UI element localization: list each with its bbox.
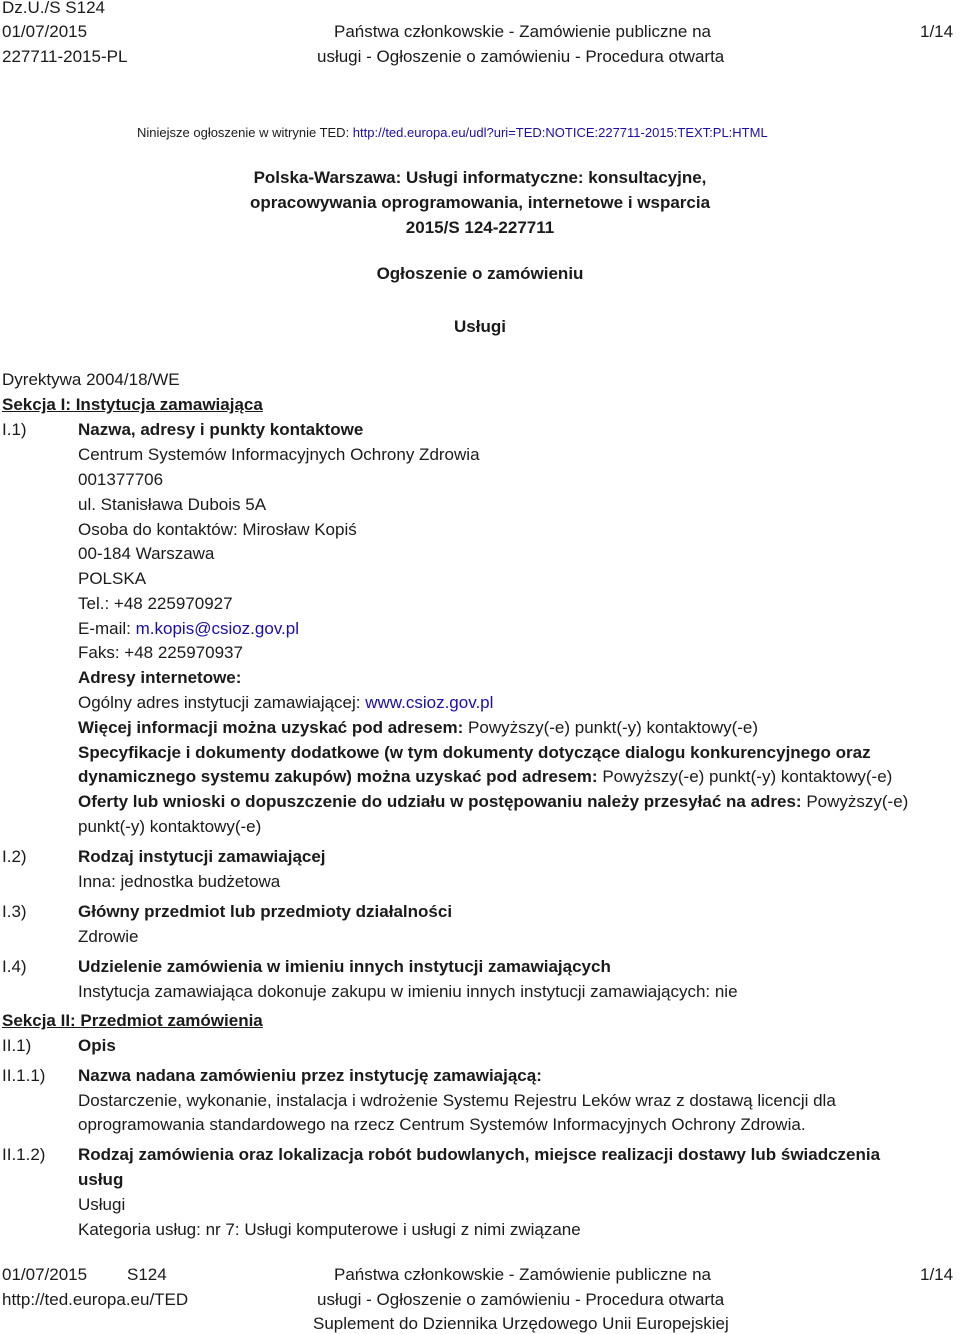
footer-url: http://ted.europa.eu/TED [2,1290,189,1309]
i2-code: I.2) [2,847,27,866]
general-address-line [78,693,493,713]
i2-heading: Rodzaj instytucji zamawiającej [78,847,326,866]
email-line [78,619,299,639]
notice-title-line1: Polska-Warszawa: Usługi informatyczne: konsultacyjne, [253,168,707,187]
internet-addresses-heading: Adresy internetowe: [78,668,242,687]
spec-label-line2: dynamicznego systemu zakupów) można uzyskać pod adresem: [78,767,603,786]
i4-heading: Udzielenie zamówienia w imieniu innych instytucji zamawiających [78,957,611,976]
ii12-heading-line1: Rodzaj zamówienia oraz lokalizacja robót budowlanych, miejsce realizacji dostawy lub świadczenia [78,1145,881,1164]
i4-value: Instytucja zamawiająca dokonuje zakupu w imieniu innych instytucji zamawiających: nie [78,982,738,1001]
ii12-code: II.1.2) [2,1145,46,1164]
header-date: 01/07/2015 [2,22,88,41]
notice-type: Ogłoszenie o zamówieniu [376,264,584,283]
ii11-value-line2: oprogramowania standardowego na rzecz Centrum Systemów Informacyjnych Ochrony Zdrowia. [78,1115,806,1134]
email-label: E-mail: [78,619,136,638]
footer-page-number: 1/14 [920,1265,954,1284]
authority-id: 001377706 [78,470,164,489]
section2-heading: Sekcja II: Przedmiot zamówienia [2,1011,263,1030]
i3-code: I.3) [2,902,27,921]
footer-date: 01/07/2015 [2,1265,88,1284]
i2-value: Inna: jednostka budżetowa [78,872,281,891]
contracting-authority-name: Centrum Systemów Informacyjnych Ochrony Zdrowia [78,445,480,464]
spec-value: Powyższy(-e) punkt(-y) kontaktowy(-e) [602,767,893,786]
general-address-link[interactable]: www.csioz.gov.pl [365,693,494,712]
authority-tel: Tel.: +48 225970927 [78,594,233,613]
authority-country: POLSKA [78,569,147,588]
ted-notice-link[interactable]: http://ted.europa.eu/udl?uri=TED:NOTICE:227711-2015:TEXT:PL:HTML [352,125,768,140]
header-doc-id: 227711-2015-PL [2,47,128,66]
offers-value-part1: Powyższy(-e) [806,792,909,811]
offers-label: Oferty lub wnioski o dopuszczenie do udziału w postępowaniu należy przesyłać na adres: [78,792,807,811]
footer-supplement: Suplement do Dziennika Urzędowego Unii Europejskiej [313,1314,729,1333]
spec-line2 [78,767,892,787]
journal-ref: Dz.U./S S124 [2,0,105,17]
footer-issue: S124 [127,1265,167,1284]
notice-title-line2: opracowywania oprogramowania, internetowe i wsparcia [249,193,711,212]
spec-label-line1: Specyfikacje i dokumenty dodatkowe (w tym dokumenty dotyczące dialogu konkurencyjnego oraz [78,743,871,762]
more-info-value: Powyższy(-e) punkt(-y) kontaktowy(-e) [468,718,759,737]
i3-heading: Główny przedmiot lub przedmioty działalności [78,902,453,921]
i1-code: I.1) [2,420,27,439]
notice-category: Usługi [454,317,506,336]
header-title-line2: usługi - Ogłoszenie o zamówieniu - Procedura otwarta [317,47,725,66]
footer-title-line2: usługi - Ogłoszenie o zamówieniu - Procedura otwarta [317,1290,725,1309]
offers-value-part2: punkt(-y) kontaktowy(-e) [78,817,262,836]
ii11-code: II.1.1) [2,1066,46,1085]
ii1-heading: Opis [78,1036,116,1055]
section1-heading: Sekcja I: Instytucja zamawiająca [2,395,263,414]
ii11-heading: Nazwa nadana zamówieniu przez instytucję zamawiającą: [78,1066,542,1085]
offers-line1 [78,792,908,812]
ii12-heading-line2: usług [78,1170,124,1189]
footer-title-line1: Państwa członkowskie - Zamówienie publiczne na [334,1265,712,1284]
ii1-code: II.1) [2,1036,32,1055]
more-info-line [78,718,758,738]
directive: Dyrektywa 2004/18/WE [2,370,180,389]
ted-link-prefix: Niniejsze ogłoszenie w witrynie TED: [137,125,353,140]
ii12-value-line2: Kategoria usług: nr 7: Usługi komputerowe i usługi z nimi związane [78,1220,581,1239]
ii11-value-line1: Dostarczenie, wykonanie, instalacja i wdrożenie Systemu Rejestru Leków wraz z dostawą licencji dla [78,1091,836,1110]
more-info-label: Więcej informacji można uzyskać pod adresem: [78,718,469,737]
header-page-number: 1/14 [920,22,954,41]
ted-link-line [137,125,768,141]
general-address-label: Ogólny adres instytucji zamawiającej: [78,693,366,712]
email-link[interactable]: m.kopis@csioz.gov.pl [135,619,300,638]
authority-fax: Faks: +48 225970937 [78,643,243,662]
authority-city: 00-184 Warszawa [78,544,215,563]
ii12-value-line1: Usługi [78,1195,126,1214]
contact-person: Osoba do kontaktów: Mirosław Kopiś [78,520,357,539]
header-title-line1: Państwa członkowskie - Zamówienie publiczne na [334,22,712,41]
i4-code: I.4) [2,957,27,976]
notice-number: 2015/S 124-227711 [405,218,555,237]
i1-heading: Nazwa, adresy i punkty kontaktowe [78,420,364,439]
authority-street: ul. Stanisława Dubois 5A [78,495,267,514]
i3-value: Zdrowie [78,927,139,946]
